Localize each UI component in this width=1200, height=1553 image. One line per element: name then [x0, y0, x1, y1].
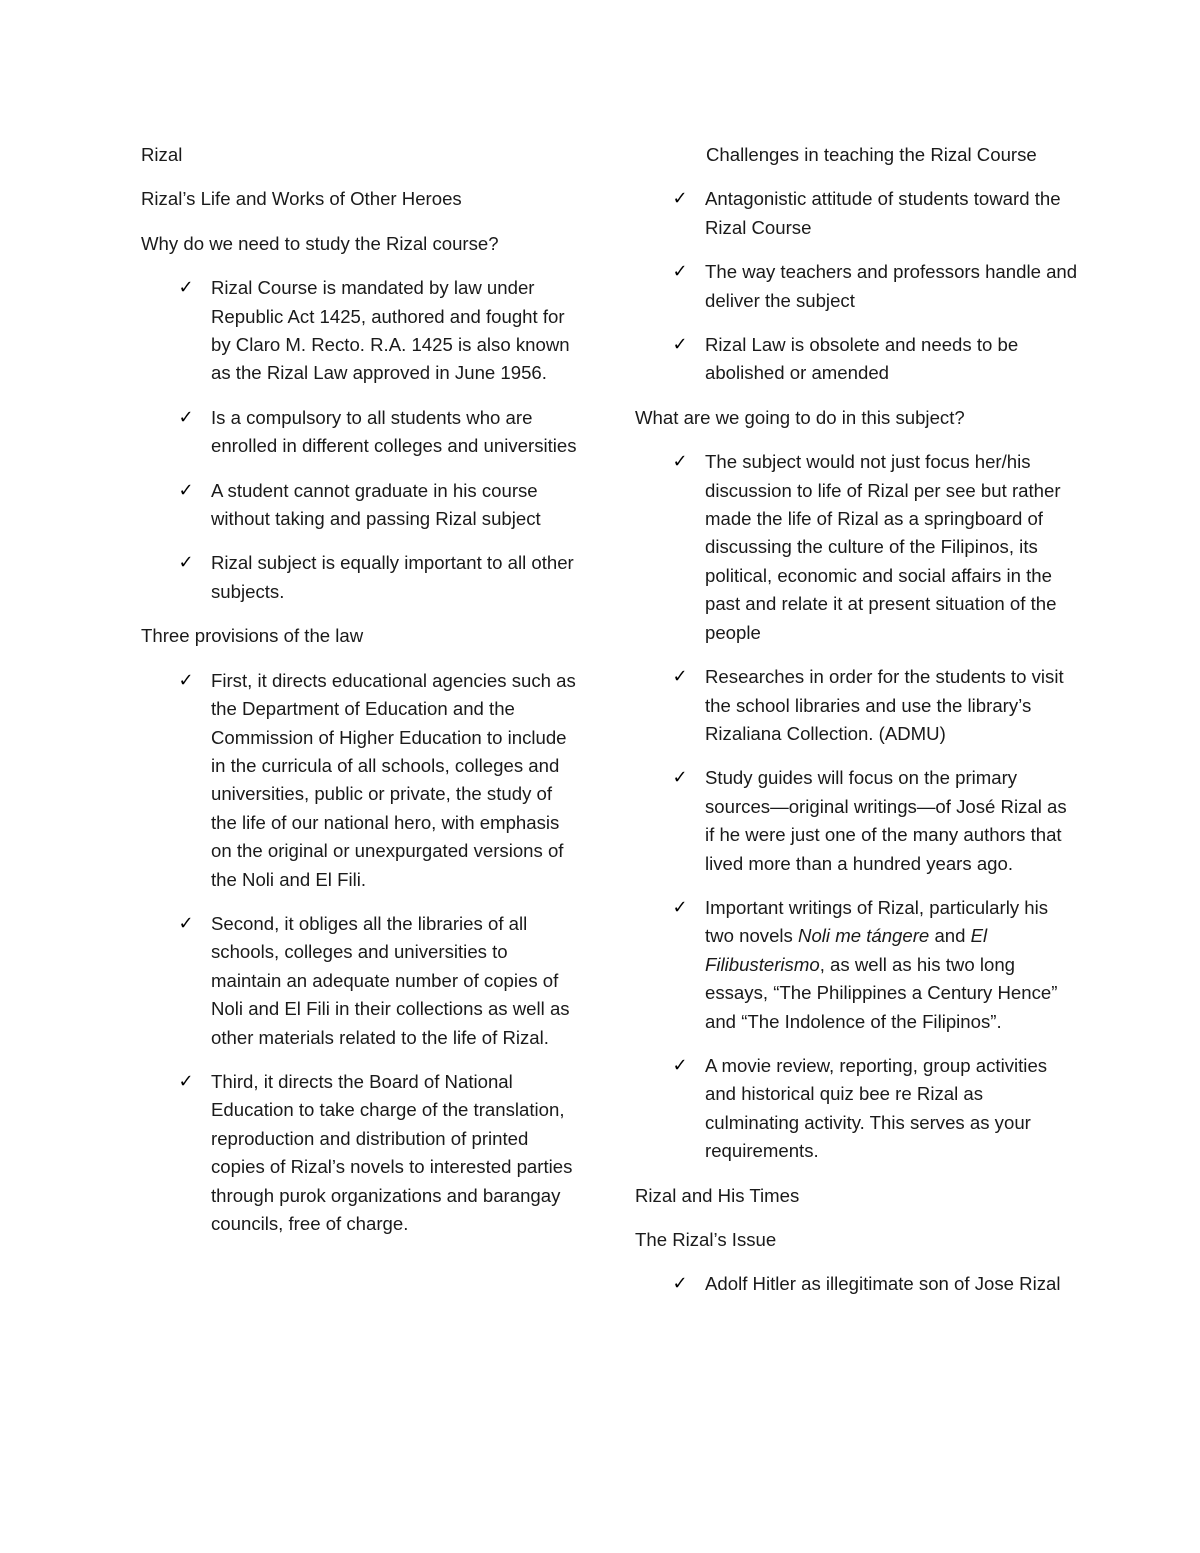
document-title: Rizal: [141, 144, 183, 165]
challenges-heading: Challenges in teaching the Rizal Course: [706, 144, 1037, 165]
checkmark-icon: ✓: [672, 767, 688, 789]
checkmark-icon: ✓: [672, 896, 688, 918]
checkmark-icon: ✓: [178, 669, 194, 691]
what-to-do-list: [635, 448, 1080, 1165]
why-study-heading: Why do we need to study the Rizal course?: [141, 232, 499, 254]
checkmark-icon: ✓: [672, 261, 688, 283]
list-item-text: Study guides will focus on the primary sources—original writings—of José Rizal as if he were just one of the many authors that lived more than a hundred years ago.: [705, 767, 1067, 874]
rizal-times-heading: Rizal and His Times: [635, 1184, 800, 1206]
why-study-list: [141, 274, 581, 606]
rizal-issue-heading: The Rizal’s Issue: [635, 1229, 777, 1250]
list-item: [141, 1068, 581, 1238]
checkmark-icon: ✓: [178, 479, 194, 501]
list-item: [635, 663, 1080, 748]
list-item: [635, 894, 1080, 1036]
list-item-text: Researches in order for the students to visit the school libraries and use the library’s Rizaliana Collection. (ADMU): [705, 666, 1064, 744]
list-item: [635, 448, 1080, 647]
checkmark-icon: ✓: [672, 188, 688, 210]
what-to-do-heading: What are we going to do in this subject?: [635, 406, 965, 428]
right-column: [635, 141, 1080, 1315]
list-item: [635, 1270, 1080, 1298]
checkmark-icon: ✓: [672, 1054, 688, 1076]
noli-title: Noli me tángere: [798, 925, 930, 947]
challenges-list: [635, 185, 1080, 387]
list-item: [635, 331, 1080, 388]
checkmark-icon: ✓: [672, 451, 688, 473]
list-item: [141, 667, 581, 894]
list-item-text: A movie review, reporting, group activities and historical quiz bee re Rizal as culminating activity. This serves as your requirements.: [705, 1054, 1048, 1162]
writings-text-part2: and: [929, 925, 971, 947]
list-item: [141, 910, 581, 1052]
checkmark-icon: ✓: [672, 666, 688, 688]
list-item: [635, 1052, 1080, 1166]
provisions-heading: Three provisions of the law: [141, 625, 364, 647]
list-item-text: Third, it directs the Board of National Education to take charge of the translation, reproduction and distribution of printed copies of Rizal’s novels to interested parties through purok organizations and barangay councils, free of charge.: [211, 1070, 573, 1234]
list-item-text: Rizal subject is equally important to all other subjects.: [211, 552, 574, 602]
list-item: [141, 549, 581, 606]
writings-text-part1: Important writings of Rizal, particularly his two novels: [705, 896, 1049, 947]
list-item-text: A student cannot graduate in his course without taking and passing Rizal subject: [211, 479, 541, 530]
list-item-text: First, it directs educational agencies such as the Department of Education and the Commission of Higher Education to include in the curricula of all schools, colleges and universities, public or private, the study of the life of our national hero, with emphasis on the original or unexpurgated versions of the Noli and El Fili.: [211, 669, 576, 890]
checkmark-icon: ✓: [672, 334, 688, 356]
list-item-text: Antagonistic attitude of students toward the Rizal Course: [705, 188, 1061, 238]
list-item-text: Is a compulsory to all students who are enrolled in different colleges and universities: [211, 406, 577, 457]
checkmark-icon: ✓: [178, 277, 194, 299]
list-item-text: Second, it obliges all the libraries of all schools, colleges and universities to maintain an adequate number of copies of Noli and El Fili in their collections as well as other materials related to the life of Rizal.: [211, 912, 570, 1048]
checkmark-icon: ✓: [178, 406, 194, 428]
issue-list: [635, 1270, 1080, 1298]
document-subtitle: Rizal’s Life and Works of Other Heroes: [141, 188, 462, 210]
checkmark-icon: ✓: [178, 1070, 194, 1092]
checkmark-icon: ✓: [672, 1273, 688, 1295]
list-item-text: Adolf Hitler as illegitimate son of Jose Rizal: [705, 1273, 1061, 1295]
list-item-text: Rizal Course is mandated by law under Republic Act 1425, authored and fought for by Claro M. Recto. R.A. 1425 is also known as the Rizal Law approved in June 1956.: [211, 277, 570, 384]
list-item-text: The subject would not just focus her/his discussion to life of Rizal per see but rather made the life of Rizal as a springboard of discussing the culture of the Filipinos, its political, economic and social affairs in the past and relate it at present situation of the people: [705, 451, 1061, 643]
provisions-list: [141, 667, 581, 1239]
list-item: [141, 477, 581, 534]
checkmark-icon: ✓: [178, 912, 194, 934]
elfili-title: El Filibusterismo: [705, 925, 988, 975]
checkmark-icon: ✓: [178, 552, 194, 574]
list-item: [635, 185, 1080, 242]
writings-text-part3: , as well as his two long essays, “The Philippines a Century Hence” and “The Indolence of the Filipinos”.: [705, 953, 1058, 1032]
list-item: [141, 274, 581, 388]
list-item: [635, 764, 1080, 878]
list-item-text: The way teachers and professors handle and deliver the subject: [705, 261, 1078, 311]
list-item: [141, 404, 581, 461]
list-item-text: Rizal Law is obsolete and needs to be abolished or amended: [705, 334, 1019, 384]
list-item-text: [705, 894, 1080, 1036]
list-item: [635, 258, 1080, 315]
left-column: [141, 141, 581, 1254]
